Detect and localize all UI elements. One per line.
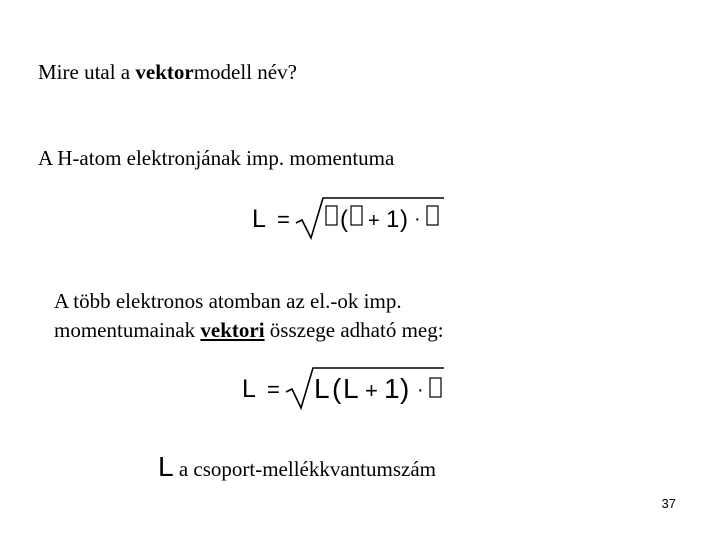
legend-text: L a csoport-mellékkvantumszám [158,451,436,482]
multi-electron-line-1: A több elektronos atomban az el.-ok imp. [54,289,402,313]
formula-1-close-paren: ) [400,206,408,233]
formula-2-dot: · [417,379,424,401]
formula-1-one: 1 [386,206,400,233]
formula-1-equals: = [277,207,290,232]
formula-2-one: 1 [384,373,400,404]
multi-electron-text [54,287,444,345]
formula-1-lhs: L [252,205,266,233]
formula-2-close-paren: ) [400,373,410,404]
page-number: 37 [661,496,676,511]
formula-1-dot: · [414,208,421,230]
multi-electron-line-2: momentumainak vektori összege adható meg: [54,318,444,342]
formula-2 [238,362,448,412]
vektori-bold: vektori [200,318,265,342]
legend-symbol: L [158,451,174,482]
formula-2-l2: L [343,373,359,404]
formula-2-l1: L [314,373,330,404]
formula-1 [248,194,448,244]
formula-1-placeholder-c [427,206,438,225]
h-atom-text: A H-atom elektronjának imp. momentuma [38,146,395,170]
formula-2-lhs: L [242,375,256,403]
formula-1-open-paren: ( [340,206,348,233]
question-text: Mire utal a vektormodell név? [38,60,297,84]
formula-1-placeholder-b [351,206,362,225]
formula-2-plus: + [365,378,378,403]
formula-1-plus: + [368,210,380,232]
formula-2-open-paren: ( [332,373,342,404]
question-bold: vektor [135,60,194,84]
formula-2-placeholder-c [430,378,441,397]
formula-1-placeholder-a [326,206,337,225]
formula-2-equals: = [267,377,280,402]
